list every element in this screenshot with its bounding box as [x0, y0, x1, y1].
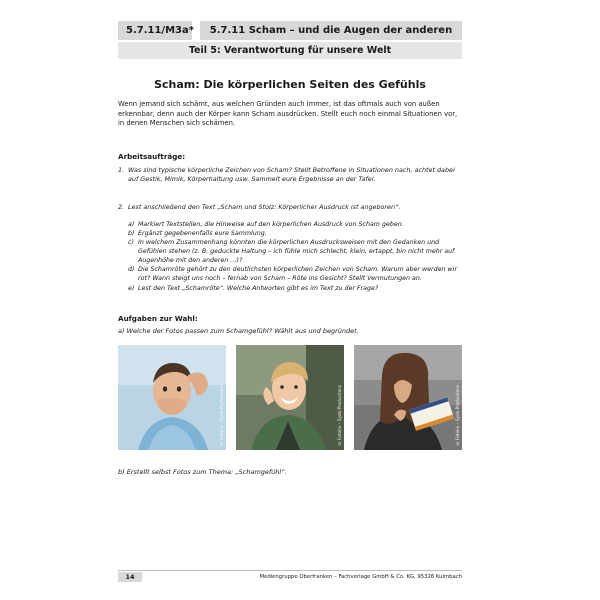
subtask-letter: c)	[128, 239, 134, 246]
page-title: Scham: Die körperlichen Seiten des Gefühls	[154, 78, 426, 91]
publisher-line: Mediengruppe Oberfranken – Fachverlage GmbH & Co. KG, 95326 Kulmbach	[259, 574, 462, 580]
subtask-letter: e)	[128, 285, 135, 292]
subtask-letter: b)	[128, 230, 135, 237]
man-hand-over-mouth-photo	[118, 345, 226, 450]
task-2-text: Lest anschließend den Text „Scham und Stolz: Körperlicher Ausdruck ist angeboren“.	[128, 203, 401, 211]
optional-task-b: b) Erstellt selbst Fotos zum Thema: „Schamgefühl“.	[118, 468, 287, 476]
subtask-text: Markiert Textstellen, die Hinweise auf den körperlichen Ausdruck von Scham geben.	[138, 221, 404, 228]
photo-2	[236, 345, 344, 450]
laughing-boy-photo	[236, 345, 344, 450]
photo-credit: © Fotolia – Syda Productions	[337, 384, 342, 446]
subtask-e	[128, 285, 464, 294]
subtask-text: Ergänzt gegebenenfalls eure Sammlung.	[138, 230, 267, 237]
footer-divider	[118, 570, 462, 571]
subtask-text: In welchem Zusammenhang könnten die körperlichen Ausdrucksweisen mit den Gedanken und Gefühlen stehen (z. B. geduckte Haltung – ich fühle mich schlecht, klein, ertappt, bin nicht mehr auf Augenhöhe mit den anderen …)?	[138, 239, 455, 264]
task-1-number: 1.	[118, 166, 125, 174]
subtask-letter: d)	[128, 266, 135, 273]
subtask-text: Lest den Text „Schamröte“. Welche Antworten gibt es im Text zu der Frage?	[138, 285, 379, 292]
material-code: 5.7.11/M3a*	[118, 21, 192, 40]
task-1-text: Was sind typische körperliche Zeichen von Scham? Stellt Betroffene in Situationen nach, achtet dabei auf Gestik, Mimik, Körperhaltung usw. Sammelt eure Ergebnisse an der Tafel.	[128, 166, 455, 183]
tasks-heading: Arbeitsaufträge:	[118, 152, 186, 161]
subtask-a	[128, 221, 464, 230]
subtask-c	[128, 239, 464, 266]
intro-paragraph: Wenn jemand sich schämt, aus welchen Gründen auch immer, ist das oftmals auch von außen erkennbar, denn auch der Körper kann Scham ausdrücken. Stellt euch noch einmal Situationen vor, in denen Menschen sich schämen.	[118, 100, 458, 128]
task-1	[118, 166, 464, 184]
optional-task-a: a) Welche der Fotos passen zum Schamgefühl? Wählt aus und begründet.	[118, 327, 359, 335]
subtask-d	[128, 266, 464, 284]
chapter-title: 5.7.11 Scham – und die Augen der anderen	[200, 21, 462, 40]
girl-hiding-face-photo	[354, 345, 462, 450]
subtask-text: Die Schamröte gehört zu den deutlichsten körperlichen Zeichen von Scham. Warum aber werden wir rot? Wann steigt uns noch – fernab von Scham – Röte ins Gesicht? Stellt Vermutungen an.	[138, 266, 457, 282]
part-title: Teil 5: Verantwortung für unsere Welt	[118, 42, 462, 59]
page-number: 14	[118, 572, 142, 582]
task-2	[118, 203, 464, 212]
subtask-letter: a)	[128, 221, 135, 228]
task-2-number: 2.	[118, 203, 125, 211]
photo-1	[118, 345, 226, 450]
photo-3	[354, 345, 462, 450]
photo-credit: © Fotolia – Syda Productions	[219, 384, 224, 446]
photo-credit: © Fotolia – Syda Productions	[455, 384, 460, 446]
optional-tasks-heading: Aufgaben zur Wahl:	[118, 314, 198, 323]
subtask-b	[128, 230, 464, 239]
